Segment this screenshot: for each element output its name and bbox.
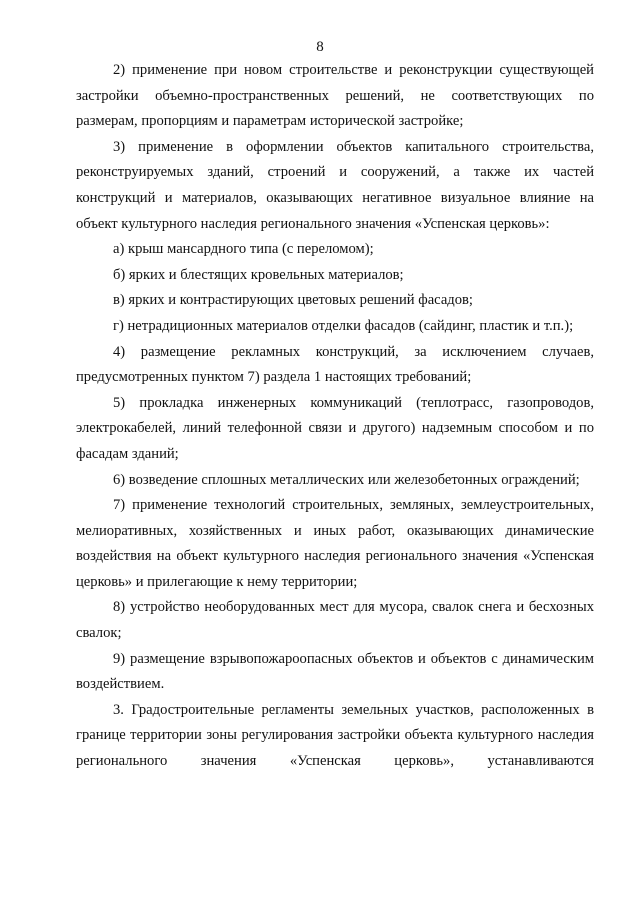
paragraph-subitem-g: г) нетрадиционных материалов отделки фасадов (сайдинг, пластик и т.п.); — [113, 317, 574, 334]
paragraph-item-9: 9) размещение взрывопожароопасных объектов и объектов с динамическим воздействием. — [76, 650, 594, 693]
paragraph-subitem-a: а) крыш мансардного типа (с переломом); — [113, 241, 374, 258]
document-body — [76, 58, 594, 775]
paragraph-item-8: 8) устройство необорудованных мест для мусора, свалок снега и бесхозных свалок; — [76, 599, 594, 642]
paragraph-item-4: 4) размещение рекламных конструкций, за исключением случаев, предусмотренных пунктом 7) раздела 1 настоящих требований; — [76, 343, 594, 386]
paragraph-item-7: 7) применение технологий строительных, земляных, землеустроительных, мелиоративных, хозяйственных и иных работ, оказывающих динамические воздействия на объект культурного наследия регионального значения «Успенская церковь» и прилегающие к нему территории; — [76, 497, 594, 590]
paragraph-subitem-v: в) ярких и контрастирующих цветовых решений фасадов; — [113, 292, 473, 309]
paragraph-subitem-b: б) ярких и блестящих кровельных материалов; — [113, 266, 404, 283]
paragraph-section-3: 3. Градостроительные регламенты земельных участков, расположенных в границе территории зоны регулирования застройки объекта культурного наследия регионального значения «Успенская церковь», устанавливаются — [76, 701, 594, 770]
paragraph-item-2: 2) применение при новом строительстве и реконструкции существующей застройки объемно-пространственных решений, не соответствующих по размерам, пропорциям и параметрам исторической застройке; — [76, 62, 594, 130]
page-number: 8 — [316, 39, 324, 55]
paragraph-item-3: 3) применение в оформлении объектов капитального строительства, реконструируемых зданий, строений и сооружений, а также их частей конструкций и материалов, оказывающих негативное визуальное влияние на объект культурного наследия регионального значения «Успенская церковь»: — [76, 138, 594, 232]
paragraph-item-5: 5) прокладка инженерных коммуникаций (теплотрасс, газопроводов, электрокабелей, линий телефонной связи и другого) надземным способом и по фасадам зданий; — [76, 394, 594, 462]
paragraph-item-6: 6) возведение сплошных металлических или железобетонных ограждений; — [113, 471, 580, 488]
